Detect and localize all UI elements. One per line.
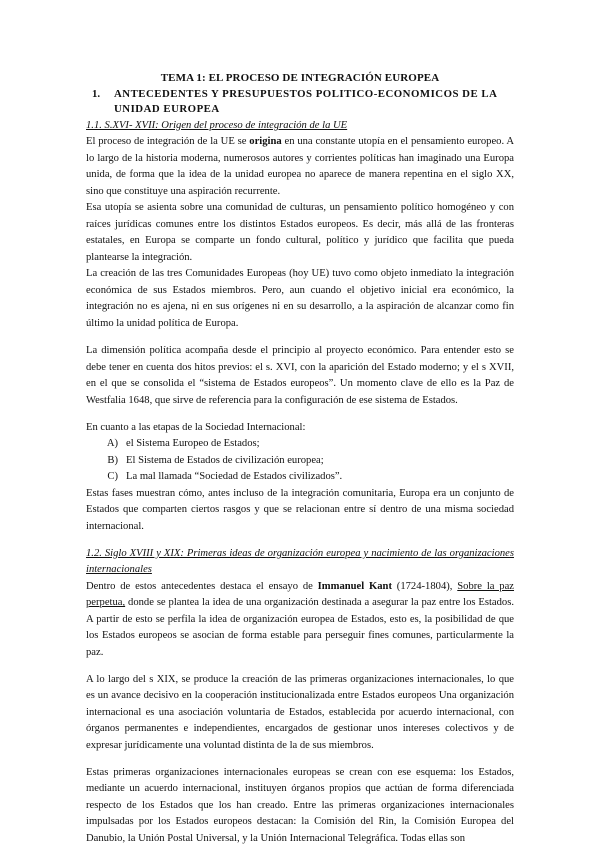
paragraph: Estas primeras organizaciones internacionales europeas se crean con ese esquema: los Estados, mediante un acuerdo internacional, instituyen órganos propios que actúan de forma diferenciada respecto de los Estados que los han creado. Entre las primeras organizaciones internacionales impulsadas por los Estados europeos destacan: la Comisión del Rin, la Comisión Europea del Danubio, la Unión Postal Universal, y la Unión Internacional Telegráfica. Todas ellas son — [86, 766, 514, 844]
list-item — [86, 436, 514, 453]
paragraph: A lo largo del s XIX, se produce la creación de las primeras organizaciones internacionales, lo que es un avance decisivo en la cooperación institucionalizada entre Estados europeos Una organización internacional es una asociación voluntaria de Estados, establecida por acuerdo internacional, con órganos permanentes e independientes, encargados de gestionar unos intereses colectivos y de expresar jurídicamente una voluntad distinta de la de sus miembros. — [86, 673, 514, 751]
paragraph: Esa utopía se asienta sobre una comunidad de culturas, un pensamiento político homogéneo y con raíces jurídicas comunes entre los distintos Estados europeos. Es decir, más allá de las fronteras estatales, en Europa se comparte un fondo cultural, político y jurídico que facilita que pueda plantearse la integración. — [86, 202, 514, 263]
paragraph-text: en una constante utopía en el pensamiento europeo. A lo largo de la historia moderna, numerosos autores y corrientes políticas han imaginado una Europa unida, de forma que la idea de la unidad europea no aparece de manera repentina en el siglo XX, sino que constituye una aspiración recurrente. — [86, 136, 514, 197]
bold-term: origina — [249, 136, 282, 148]
underlined-title: Sobre la paz perpetua, — [86, 580, 515, 609]
stages-list — [86, 436, 514, 486]
paragraph: La dimensión política acompaña desde el principio al proyecto económico. Para entender esto se debe tener en cuenta dos hitos previos: el s. XVI, con la aparición del Estado moderno; y el s XVII, en el que se consolida el “sistema de Estados europeos”. Un momento clave de ello es la Paz de Westfalia 1648, que sirve de referencia para la configuración de ese sistema de Estados. — [86, 345, 514, 406]
section-number: 1. — [92, 88, 101, 101]
document-title: TEMA 1: EL PROCESO DE INTEGRACIÓN EUROPEA — [160, 72, 440, 84]
list-item — [86, 469, 514, 486]
paragraph: Estas fases muestran cómo, antes incluso de la integración comunitaria, Europa era un conjunto de Estados que comparten ciertos rasgos y que se relacionan entre sí dentro de una misma sociedad internacional. — [86, 487, 514, 532]
section-heading — [86, 87, 514, 118]
subsection-1-2-heading: 1.2. Siglo XVIII y XIX: Primeras ideas de organización europea y nacimiento de las organizaciones internacionales — [86, 547, 514, 576]
list-marker: B) — [107, 454, 118, 466]
paragraph-text: (1724-1804), — [391, 580, 458, 592]
list-item-text: La mal llamada “Sociedad de Estados civilizados”. — [126, 471, 343, 483]
list-marker: A) — [106, 438, 118, 450]
paragraph-text: Dentro de estos antecedentes destaca el ensayo de — [86, 580, 318, 592]
bold-term: Immanuel Kant — [317, 580, 392, 592]
paragraph-text: El proceso de integración de la UE se — [86, 136, 250, 148]
paragraph: La creación de las tres Comunidades Europeas (hoy UE) tuvo como objeto inmediato la integración económica de sus Estados miembros. Pero, aun cuando el objetivo inicial era económico, la integración no es ajena, ni en sus orígenes ni en su desarrollo, a la aspiración de alcanzar como fin último la unidad política de Europa. — [86, 268, 514, 329]
paragraph — [86, 134, 514, 200]
section-heading-text: ANTECEDENTES Y PRESUPUESTOS POLITICO-ECONOMICOS DE LA UNIDAD EUROPEA — [114, 88, 497, 116]
list-item-text: El Sistema de Estados de civilización europea; — [126, 454, 324, 466]
paragraph — [86, 579, 514, 662]
list-item — [86, 453, 514, 470]
list-marker: C) — [107, 471, 118, 483]
list-item-text: el Sistema Europeo de Estados; — [126, 438, 260, 450]
paragraph: En cuanto a las etapas de la Sociedad Internacional: — [86, 421, 306, 433]
paragraph-text: donde se plantea la idea de una organización destinada a asegurar la paz entre los Estados. A partir de esto se perfila la idea de organización europea de Estados, esto es, la posibilidad de que los Estados europeos se asocian de forma estable para perseguir fines comunes, particularmente la paz. — [86, 597, 514, 658]
subsection-1-1-heading: 1.1. S.XVI- XVII: Origen del proceso de integración de la UE — [86, 119, 348, 131]
